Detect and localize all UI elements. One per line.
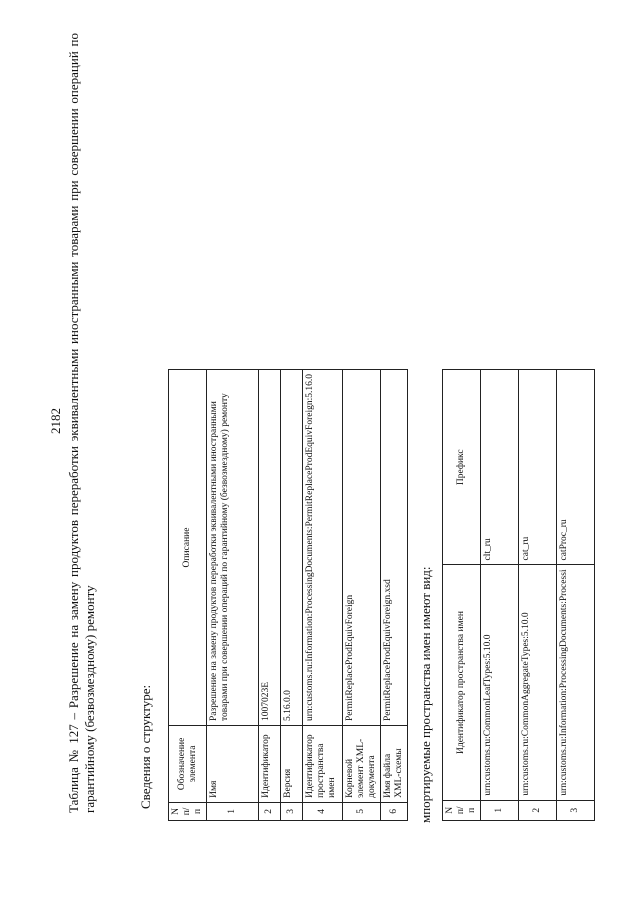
row-prefix: clt_ru	[481, 370, 519, 565]
table-row	[481, 370, 519, 821]
row-prefix: catProc_ru	[557, 370, 595, 565]
row-element: Идентификатор пространства имен	[303, 725, 343, 802]
row-number: 6	[381, 802, 408, 820]
namespaces-intro: мпортируемые пространства имен имеют вид:	[418, 566, 433, 823]
row-number: 1	[207, 802, 259, 820]
row-number: 2	[259, 802, 281, 820]
header-namespace: Идентификатор пространства имен	[443, 565, 481, 800]
row-element: Идентификатор	[259, 725, 281, 802]
page-number: 2182	[48, 408, 63, 434]
table-row	[519, 370, 557, 821]
row-number: 2	[519, 800, 557, 820]
namespaces-table	[442, 369, 595, 821]
row-number: 3	[281, 802, 303, 820]
table-row	[281, 370, 303, 821]
row-element: Корневой элемент XML-документа	[343, 725, 381, 802]
structure-heading: Сведения о структуре:	[138, 684, 153, 809]
table-row	[207, 370, 259, 821]
table-title: Таблица № 127 – Разрешение на замену продуктов переработки эквивалентными иностранными товарами при совершении операций по гарантийному (безвозмездному) ремонту	[66, 33, 97, 813]
table-row	[343, 370, 381, 821]
table-row	[303, 370, 343, 821]
header-description: Описание	[169, 370, 207, 726]
row-number: 4	[303, 802, 343, 820]
structure-table	[168, 369, 408, 821]
header-prefix: Префикс	[443, 370, 481, 565]
header-n: N п/п	[443, 800, 481, 820]
table-row	[557, 370, 595, 821]
header-n: N п/п	[169, 802, 207, 820]
row-element: Имя файла XML-схемы	[381, 725, 408, 802]
row-description: Разрешение на замену продуктов переработки эквивалентными иностранными товарами при совершении операций по гарантийному (безвозмездному) ремонту	[207, 370, 259, 726]
row-description: 1007023E	[259, 370, 281, 726]
table-row	[259, 370, 281, 821]
header-element: Обозначение элемента	[169, 725, 207, 802]
row-prefix: cat_ru	[519, 370, 557, 565]
row-number: 5	[343, 802, 381, 820]
row-namespace: urn:customs.ru:Information:ProcessingDocuments:Processi	[557, 565, 595, 800]
row-element: Версия	[281, 725, 303, 802]
row-description: PermitReplaceProdEquivForeign.xsd	[381, 370, 408, 726]
table-header-row	[443, 370, 481, 821]
row-namespace: urn:customs.ru:CommonAggregateTypes:5.10.0	[519, 565, 557, 800]
row-element: Имя	[207, 725, 259, 802]
row-number: 3	[557, 800, 595, 820]
row-description: urn:customs.ru:Information:ProcessingDocuments:PermitReplaceProdEquivForeign:5.16.0	[303, 370, 343, 726]
row-namespace: urn:customs.ru:CommonLeafTypes:5.10.0	[481, 565, 519, 800]
table-row	[381, 370, 408, 821]
table-header-row	[169, 370, 207, 821]
row-description: 5.16.0.0	[281, 370, 303, 726]
row-number: 1	[481, 800, 519, 820]
row-description: PermitReplaceProdEquivForeign	[343, 370, 381, 726]
